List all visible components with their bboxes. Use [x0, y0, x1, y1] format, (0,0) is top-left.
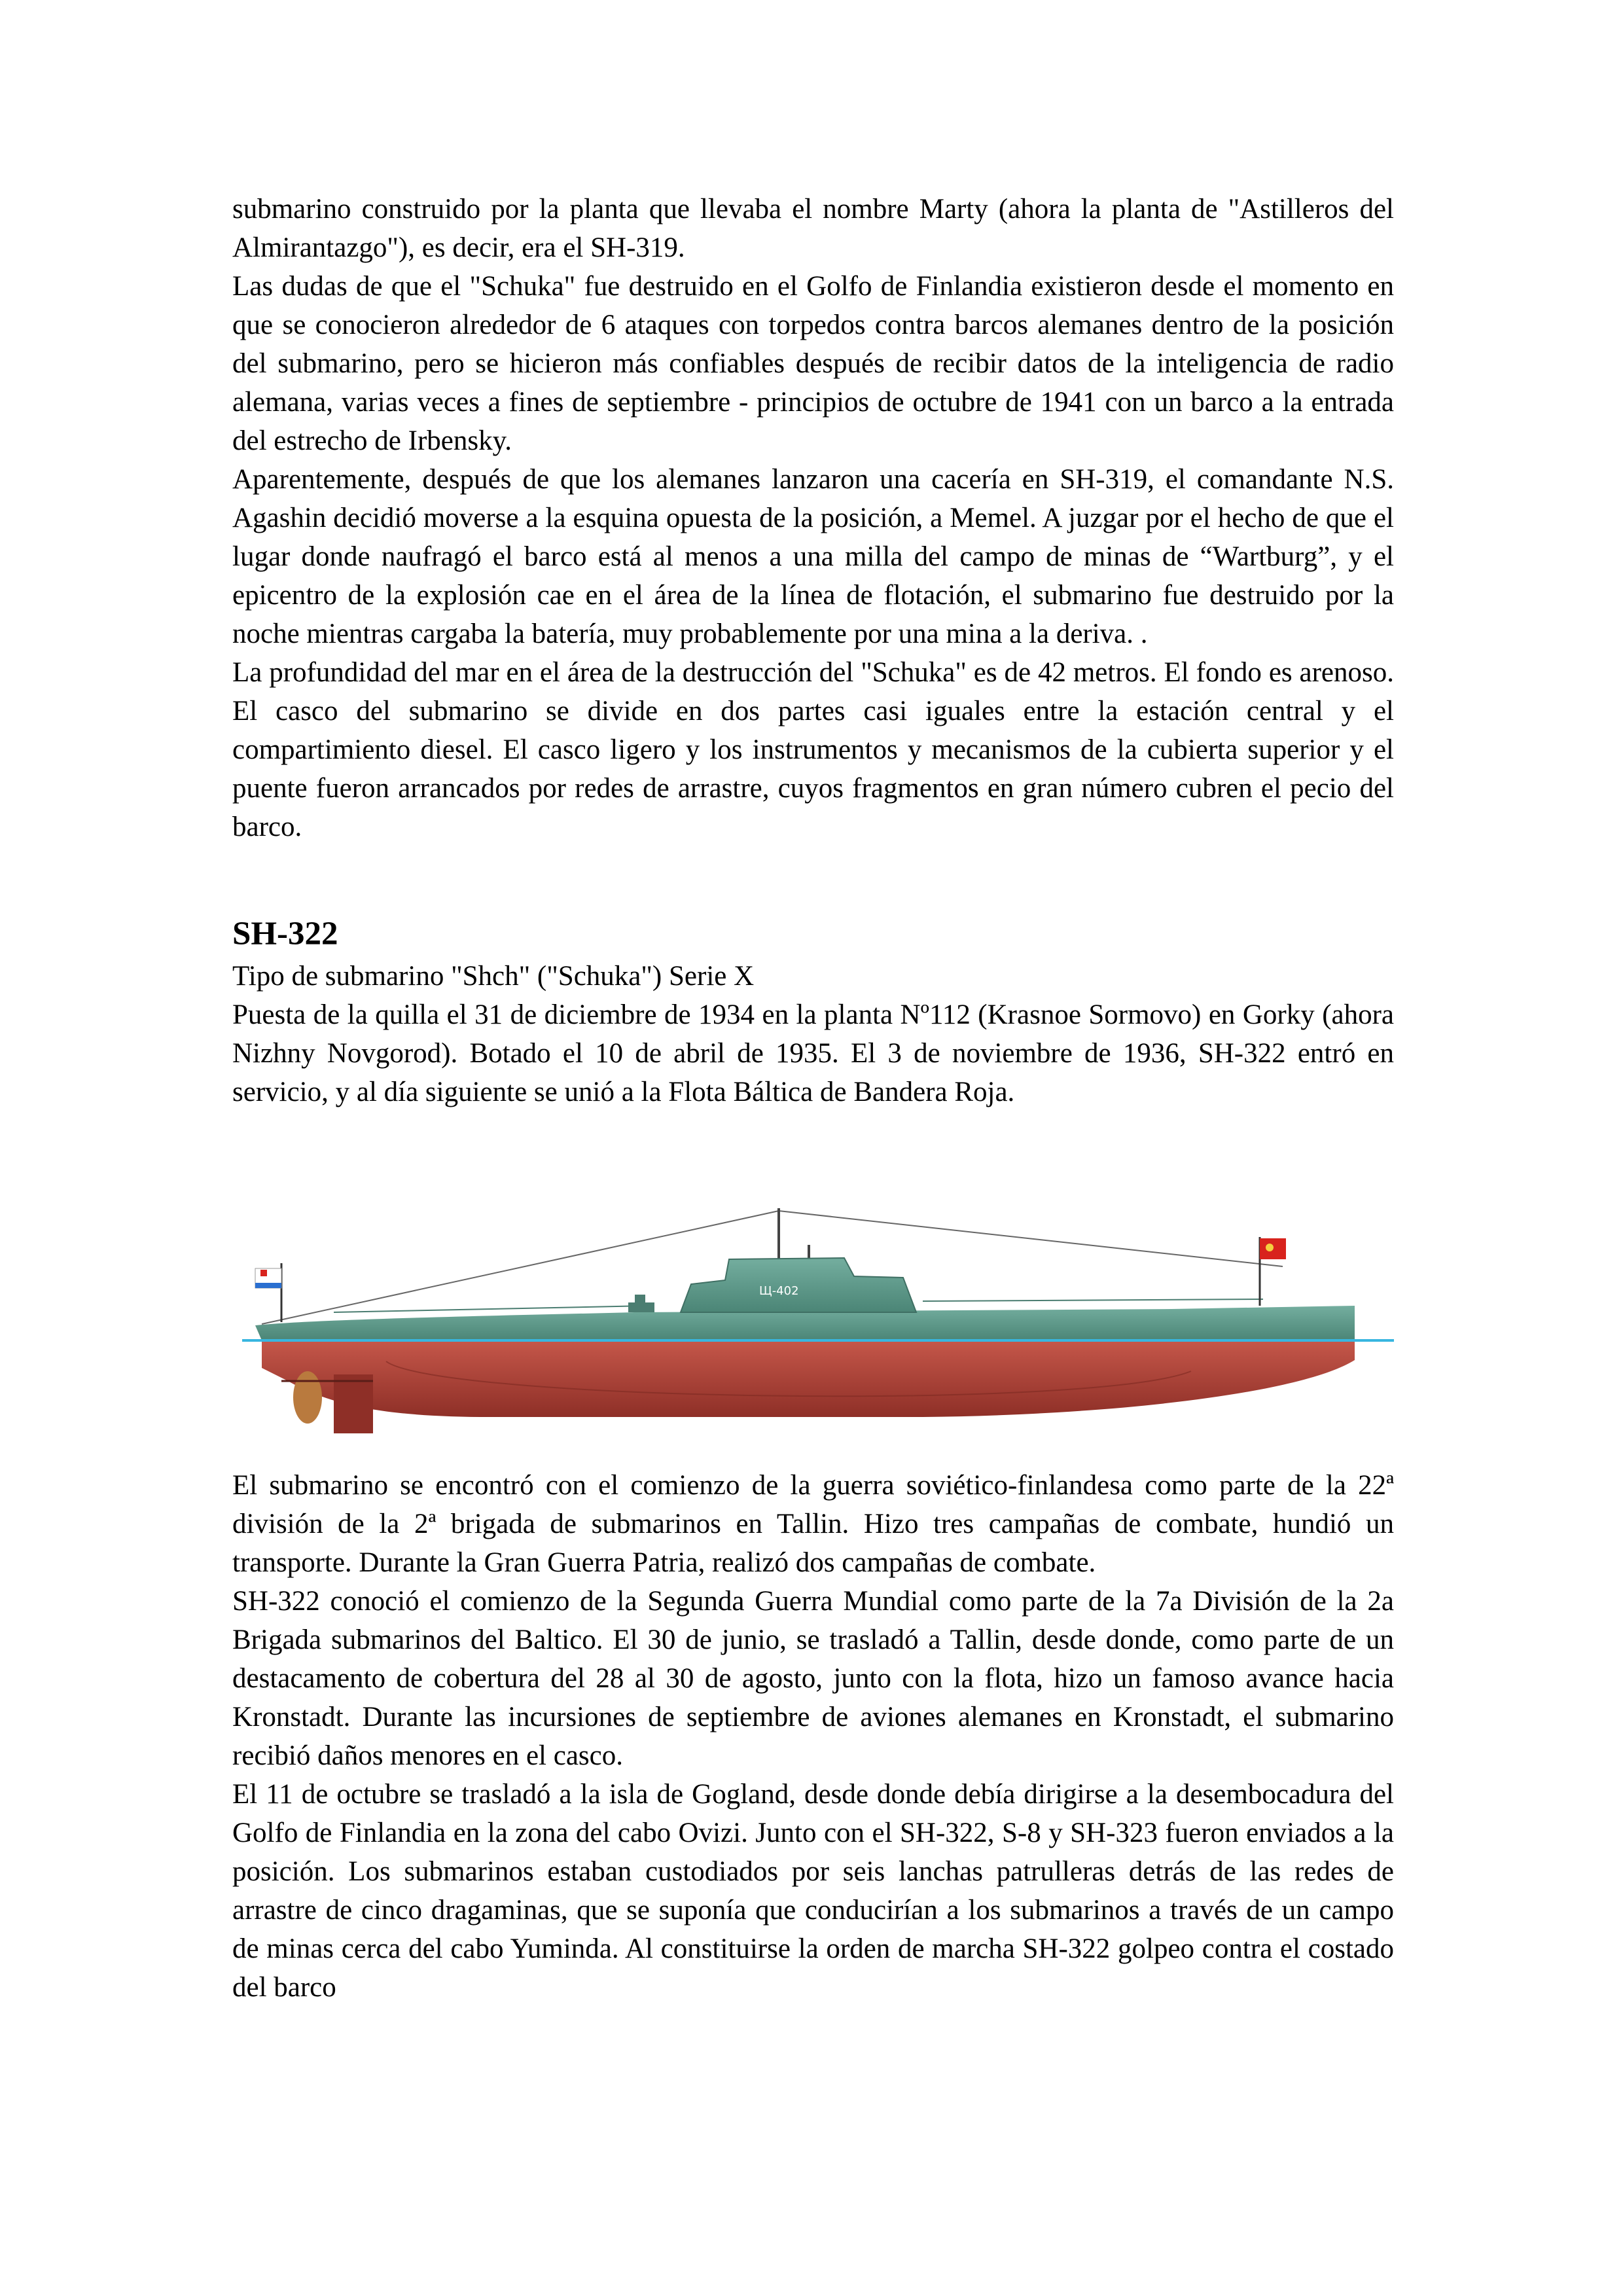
periscope-mast: [779, 1208, 809, 1260]
paragraph: Aparentemente, después de que los alemanes lanzaron una cacería en SH-319, el comandante N.S. Agashin decidió moverse a la esquina opuesta de la posición, a Memel. A juzgar por el hecho de que el lugar donde naufragó el barco está al menos a una milla del campo de minas de “Wartburg”, y el epicentro de la explosión cae en el área de la línea de flotación, el submarino fue destruido por la noche mientras cargaba la batería, muy probablemente por una mina a la deriva. .: [232, 464, 1394, 649]
stern-flag-icon: [255, 1263, 281, 1322]
paragraph: El 11 de octubre se trasladó a la isla de Gogland, desde donde debía dirigirse a la desembocadura del Golfo de Finlandia en la zona del cabo Ovizi. Junto con el SH-322, S-8 y SH-323 fueron enviados a la posición. Los submarinos estaban custodiados por seis lanchas patrulleras detrás de las redes de arrastre de cinco dragaminas, que se suponía que conducirían a los submarinos a través de un campo de minas cerca del cabo Yuminda. Al constituirse la orden de marcha SH-322 golpeo contra el costado del barco: [232, 1779, 1394, 2003]
section-sh322-header: [232, 911, 1394, 1111]
paragraph: SH-322 conoció el comienzo de la Segunda Guerra Mundial como parte de la 7a División de la 2a Brigada submarinos del Baltico. El 30 de junio, se trasladó a Tallin, desde donde, como parte de un destacamento de cobertura del 28 al 30 de agosto, junto con la flota, hizo un famoso avance hacia Kronstadt. Durante las incursiones de septiembre de aviones alemanes en Kronstadt, el submarino recibió daños menores en el casco.: [232, 1586, 1394, 1771]
section-heading: SH-322: [232, 916, 338, 952]
section-sh319-continuation: [232, 190, 1394, 846]
deck-gun: [628, 1295, 654, 1312]
submarine-illustration: [242, 1185, 1394, 1446]
propeller-rudder: [281, 1371, 373, 1433]
section-subtitle: Tipo de submarino "Shch" ("Schuka") Serie X: [232, 961, 755, 992]
paragraph: Las dudas de que el "Schuka" fue destruido en el Golfo de Finlandia existieron desde el momento en que se conocieron alrededor de 6 ataques con torpedos contra barcos alemanes dentro de la posición del submarino, pero se hicieron más confiables después de recibir datos de la inteligencia de radio alemana, varias veces a fines de septiembre - principios de octubre de 1941 con un barco a la entrada del estrecho de Irbensky.: [232, 271, 1394, 456]
lower-hull: [262, 1340, 1355, 1417]
paragraph: El submarino se encontró con el comienzo de la guerra soviético-finlandesa como parte de la 22ª división de la 2ª brigada de submarinos en Tallin. Hizo tres campañas de combate, hundió un transporte. Durante la Gran Guerra Patria, realizó dos campañas de combate.: [232, 1470, 1394, 1578]
bow-flag-icon: [1260, 1237, 1286, 1306]
paragraph: submarino construido por la planta que llevaba el nombre Marty (ahora la planta de "Astilleros del Almirantazgo"), es decir, era el SH-319.: [232, 194, 1394, 263]
paragraph: La profundidad del mar en el área de la destrucción del "Schuka" es de 42 metros. El fondo es arenoso. El casco del submarino se divide en dos partes casi iguales entre la estación central y el compartimiento diesel. El casco ligero y los instrumentos y mecanismos de la cubierta superior y el puente fueron arrancados por redes de arrastre, cuyos fragmentos en gran número cubren el pecio del barco.: [232, 657, 1394, 842]
paragraph: Puesta de la quilla el 31 de diciembre de 1934 en la planta Nº112 (Krasnoe Sormovo) en Gorky (ahora Nizhny Novgorod). Botado el 10 de abril de 1935. El 3 de noviembre de 1936, SH-322 entró en servicio, y al día siguiente se unió a la Flota Báltica de Bandera Roja.: [232, 999, 1394, 1107]
section-sh322-history: [232, 1466, 1394, 2007]
hull-number: Щ-402: [759, 1284, 799, 1298]
